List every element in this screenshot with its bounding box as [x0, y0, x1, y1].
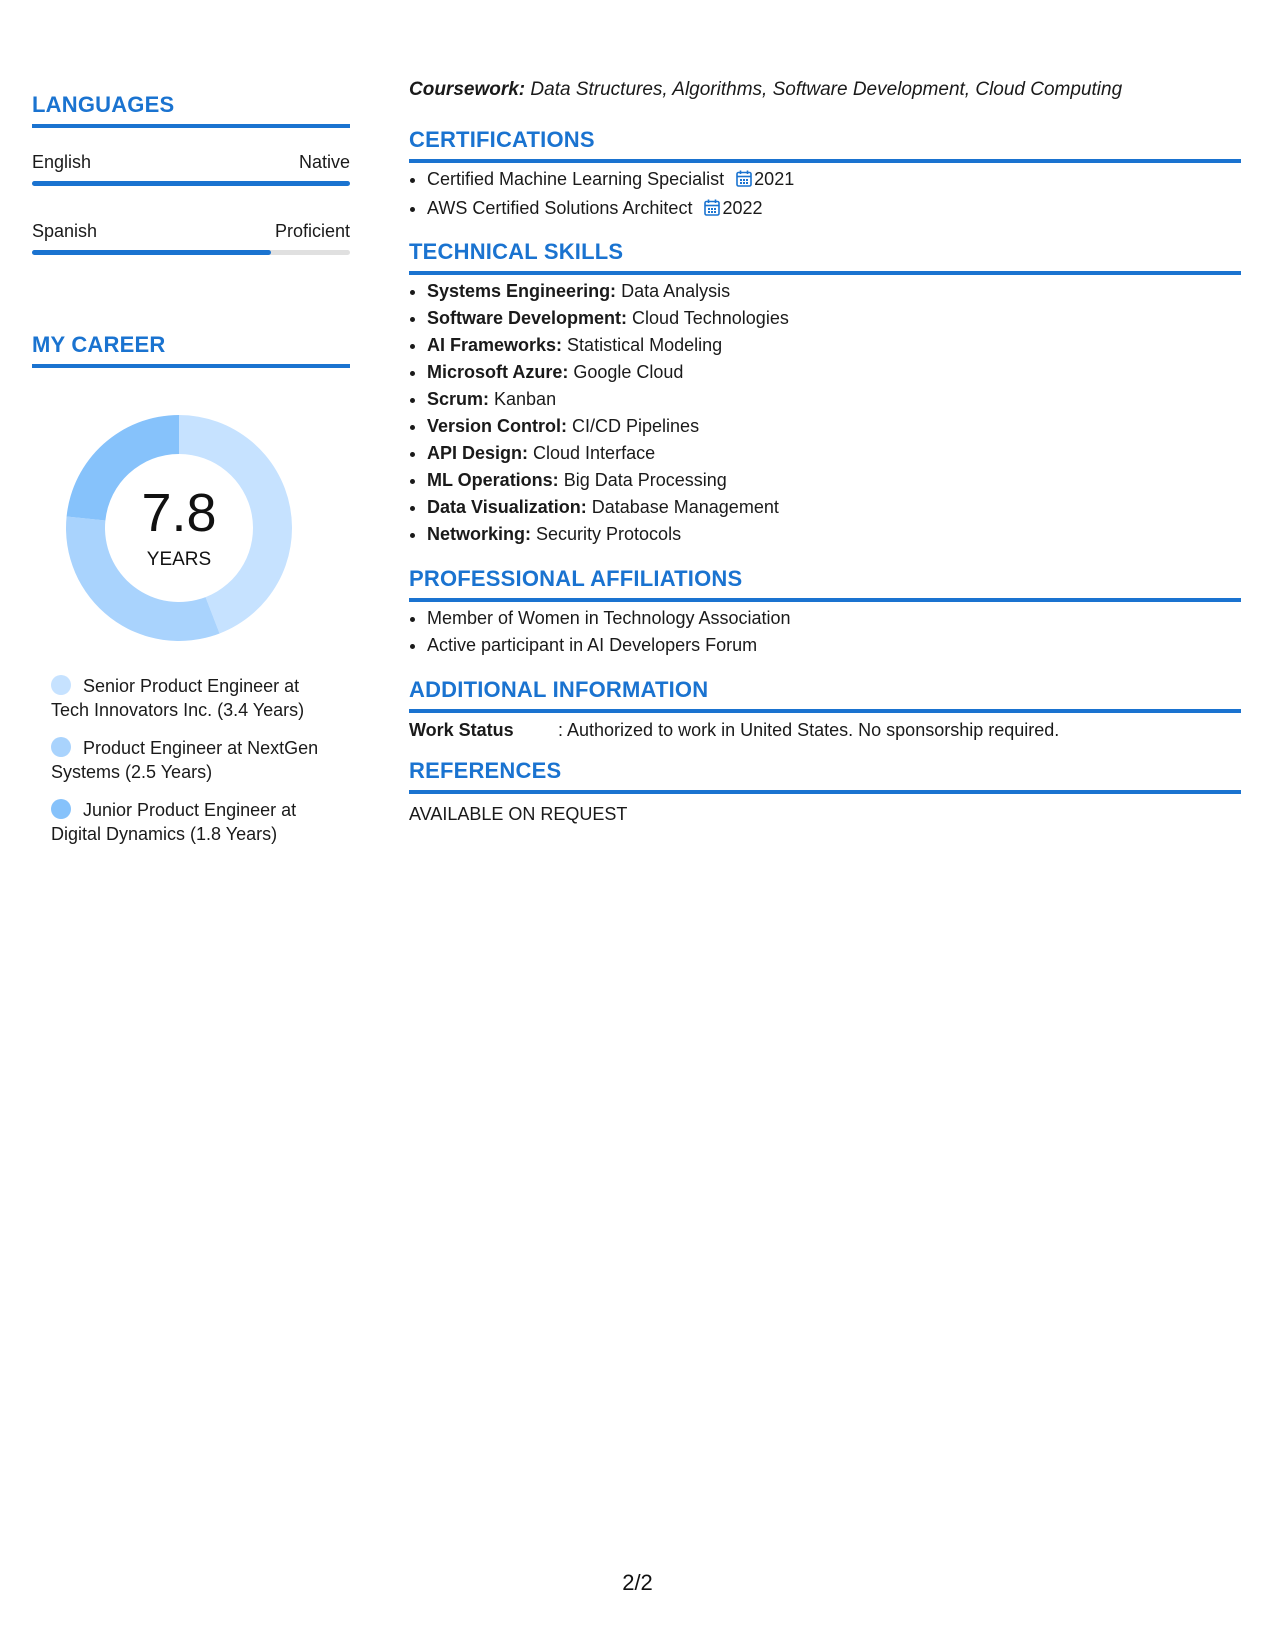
- legend-item: [51, 674, 341, 722]
- skill-value: Cloud Technologies: [627, 308, 789, 328]
- affiliations-title: PROFESSIONAL AFFILIATIONS: [409, 566, 1241, 602]
- skill-label: Scrum:: [427, 389, 490, 409]
- calendar-icon: [704, 197, 720, 224]
- skill-item: [427, 413, 1241, 440]
- skill-value: Database Management: [586, 497, 779, 517]
- skill-item: [427, 305, 1241, 332]
- skill-item: [427, 332, 1241, 359]
- skill-label: AI Frameworks:: [427, 335, 563, 355]
- language-name: Spanish: [32, 221, 98, 241]
- skill-item: [427, 440, 1241, 467]
- legend-dot: [51, 799, 71, 819]
- affiliation-item: • Member of Women in Technology Association: [427, 605, 1241, 632]
- skill-item: [427, 359, 1241, 386]
- skill-value: Kanban: [489, 389, 557, 409]
- certification-year: 2022: [722, 198, 763, 218]
- legend-label: Junior Product Engineer at Digital Dynamics (1.8 Years): [51, 800, 297, 844]
- language-level: Proficient: [274, 221, 350, 241]
- references-title: REFERENCES: [409, 758, 1241, 794]
- skill-value: Big Data Processing: [558, 470, 727, 490]
- skill-label: Data Visualization:: [427, 497, 587, 517]
- page-number: 2/2: [622, 1570, 653, 1595]
- language-proficiency-fill: [32, 250, 271, 255]
- legend-dot: [51, 675, 71, 695]
- certifications-title: CERTIFICATIONS: [409, 127, 1241, 163]
- coursework-label: Coursework:: [409, 79, 526, 100]
- calendar-icon: [736, 168, 752, 195]
- certification-year: 2021: [754, 169, 795, 189]
- career-total-years: 7.8: [141, 483, 217, 543]
- skill-label: Networking:: [427, 524, 532, 544]
- skill-item: [427, 521, 1241, 548]
- skill-label: ML Operations:: [427, 470, 559, 490]
- legend-label: Senior Product Engineer at Tech Innovators Inc. (3.4 Years): [51, 676, 305, 720]
- skill-value: CI/CD Pipelines: [567, 416, 700, 436]
- skill-item: [427, 467, 1241, 494]
- additional-info-title: ADDITIONAL INFORMATION: [409, 677, 1241, 713]
- certification-name: Certified Machine Learning Specialist: [427, 169, 725, 189]
- career-donut-chart: [66, 415, 292, 641]
- coursework-text: Data Structures, Algorithms, Software Development, Cloud Computing: [525, 79, 1123, 100]
- skill-label: API Design:: [427, 443, 529, 463]
- legend-item: [51, 798, 341, 846]
- skill-value: Statistical Modeling: [562, 335, 723, 355]
- skill-value: Cloud Interface: [528, 443, 656, 463]
- legend-label: Product Engineer at NextGen Systems (2.5 Years): [51, 738, 319, 782]
- career-title: MY CAREER: [32, 332, 350, 368]
- work-status-value: : Authorized to work in United States. No sponsorship required.: [558, 720, 1060, 740]
- language-proficiency-fill: [32, 181, 350, 186]
- language-proficiency-bar: [32, 181, 350, 186]
- references-text: AVAILABLE ON REQUEST: [409, 804, 628, 824]
- certification-item: [427, 195, 1241, 224]
- work-status-row: [409, 720, 1241, 741]
- skill-label: Version Control:: [427, 416, 568, 436]
- skill-item: [427, 278, 1241, 305]
- languages-title: LANGUAGES: [32, 92, 350, 128]
- legend-dot: [51, 737, 71, 757]
- skill-item: [427, 494, 1241, 521]
- skill-value: Security Protocols: [531, 524, 682, 544]
- affiliation-item: • Active participant in AI Developers Forum: [427, 632, 1241, 659]
- language-item: [32, 152, 350, 186]
- skill-label: Systems Engineering:: [427, 281, 617, 301]
- skill-label: Software Development:: [427, 308, 628, 328]
- language-level: Native: [298, 152, 350, 172]
- skill-value: Data Analysis: [616, 281, 731, 301]
- coursework-line: [409, 79, 1122, 101]
- language-name: English: [32, 152, 92, 172]
- certifications-list: [409, 166, 1241, 224]
- affiliations-list: [409, 605, 1241, 659]
- certification-item: [427, 166, 1241, 195]
- career-total-unit: YEARS: [146, 549, 212, 570]
- technical-skills-list: [409, 278, 1241, 548]
- skill-item: [427, 386, 1241, 413]
- work-status-label: Work Status: [409, 720, 514, 740]
- certification-name: AWS Certified Solutions Architect: [427, 198, 693, 218]
- language-item: [32, 221, 350, 255]
- career-legend: [51, 674, 341, 860]
- language-proficiency-bar: [32, 250, 350, 255]
- donut-center: [66, 415, 292, 641]
- skill-value: Google Cloud: [568, 362, 684, 382]
- legend-item: [51, 736, 341, 784]
- skill-label: Microsoft Azure:: [427, 362, 569, 382]
- technical-skills-title: TECHNICAL SKILLS: [409, 239, 1241, 275]
